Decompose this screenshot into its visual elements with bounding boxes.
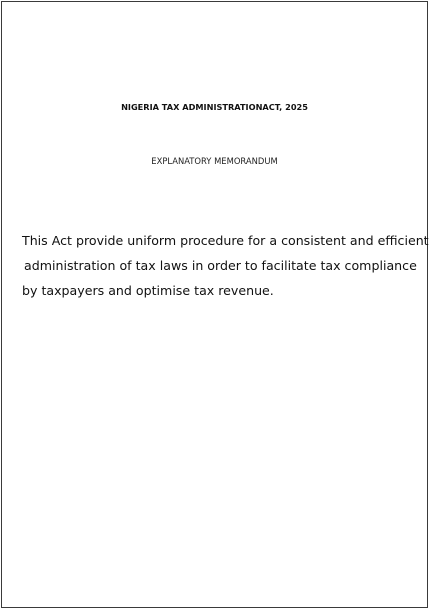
document-subtitle: EXPLANATORY MEMORANDUM xyxy=(151,156,278,166)
memorandum-paragraph xyxy=(22,228,429,303)
paragraph-line-1: This Act provide uniform procedure for a consistent and efficient xyxy=(22,233,429,248)
paragraph-line-2: administration of tax laws in order to facilitate tax compliance xyxy=(24,258,417,273)
paragraph-line-3: by taxpayers and optimise tax revenue. xyxy=(22,283,274,298)
document-title: NIGERIA TAX ADMINISTRATIONACT, 2025 xyxy=(121,102,308,112)
document-page xyxy=(1,1,428,608)
